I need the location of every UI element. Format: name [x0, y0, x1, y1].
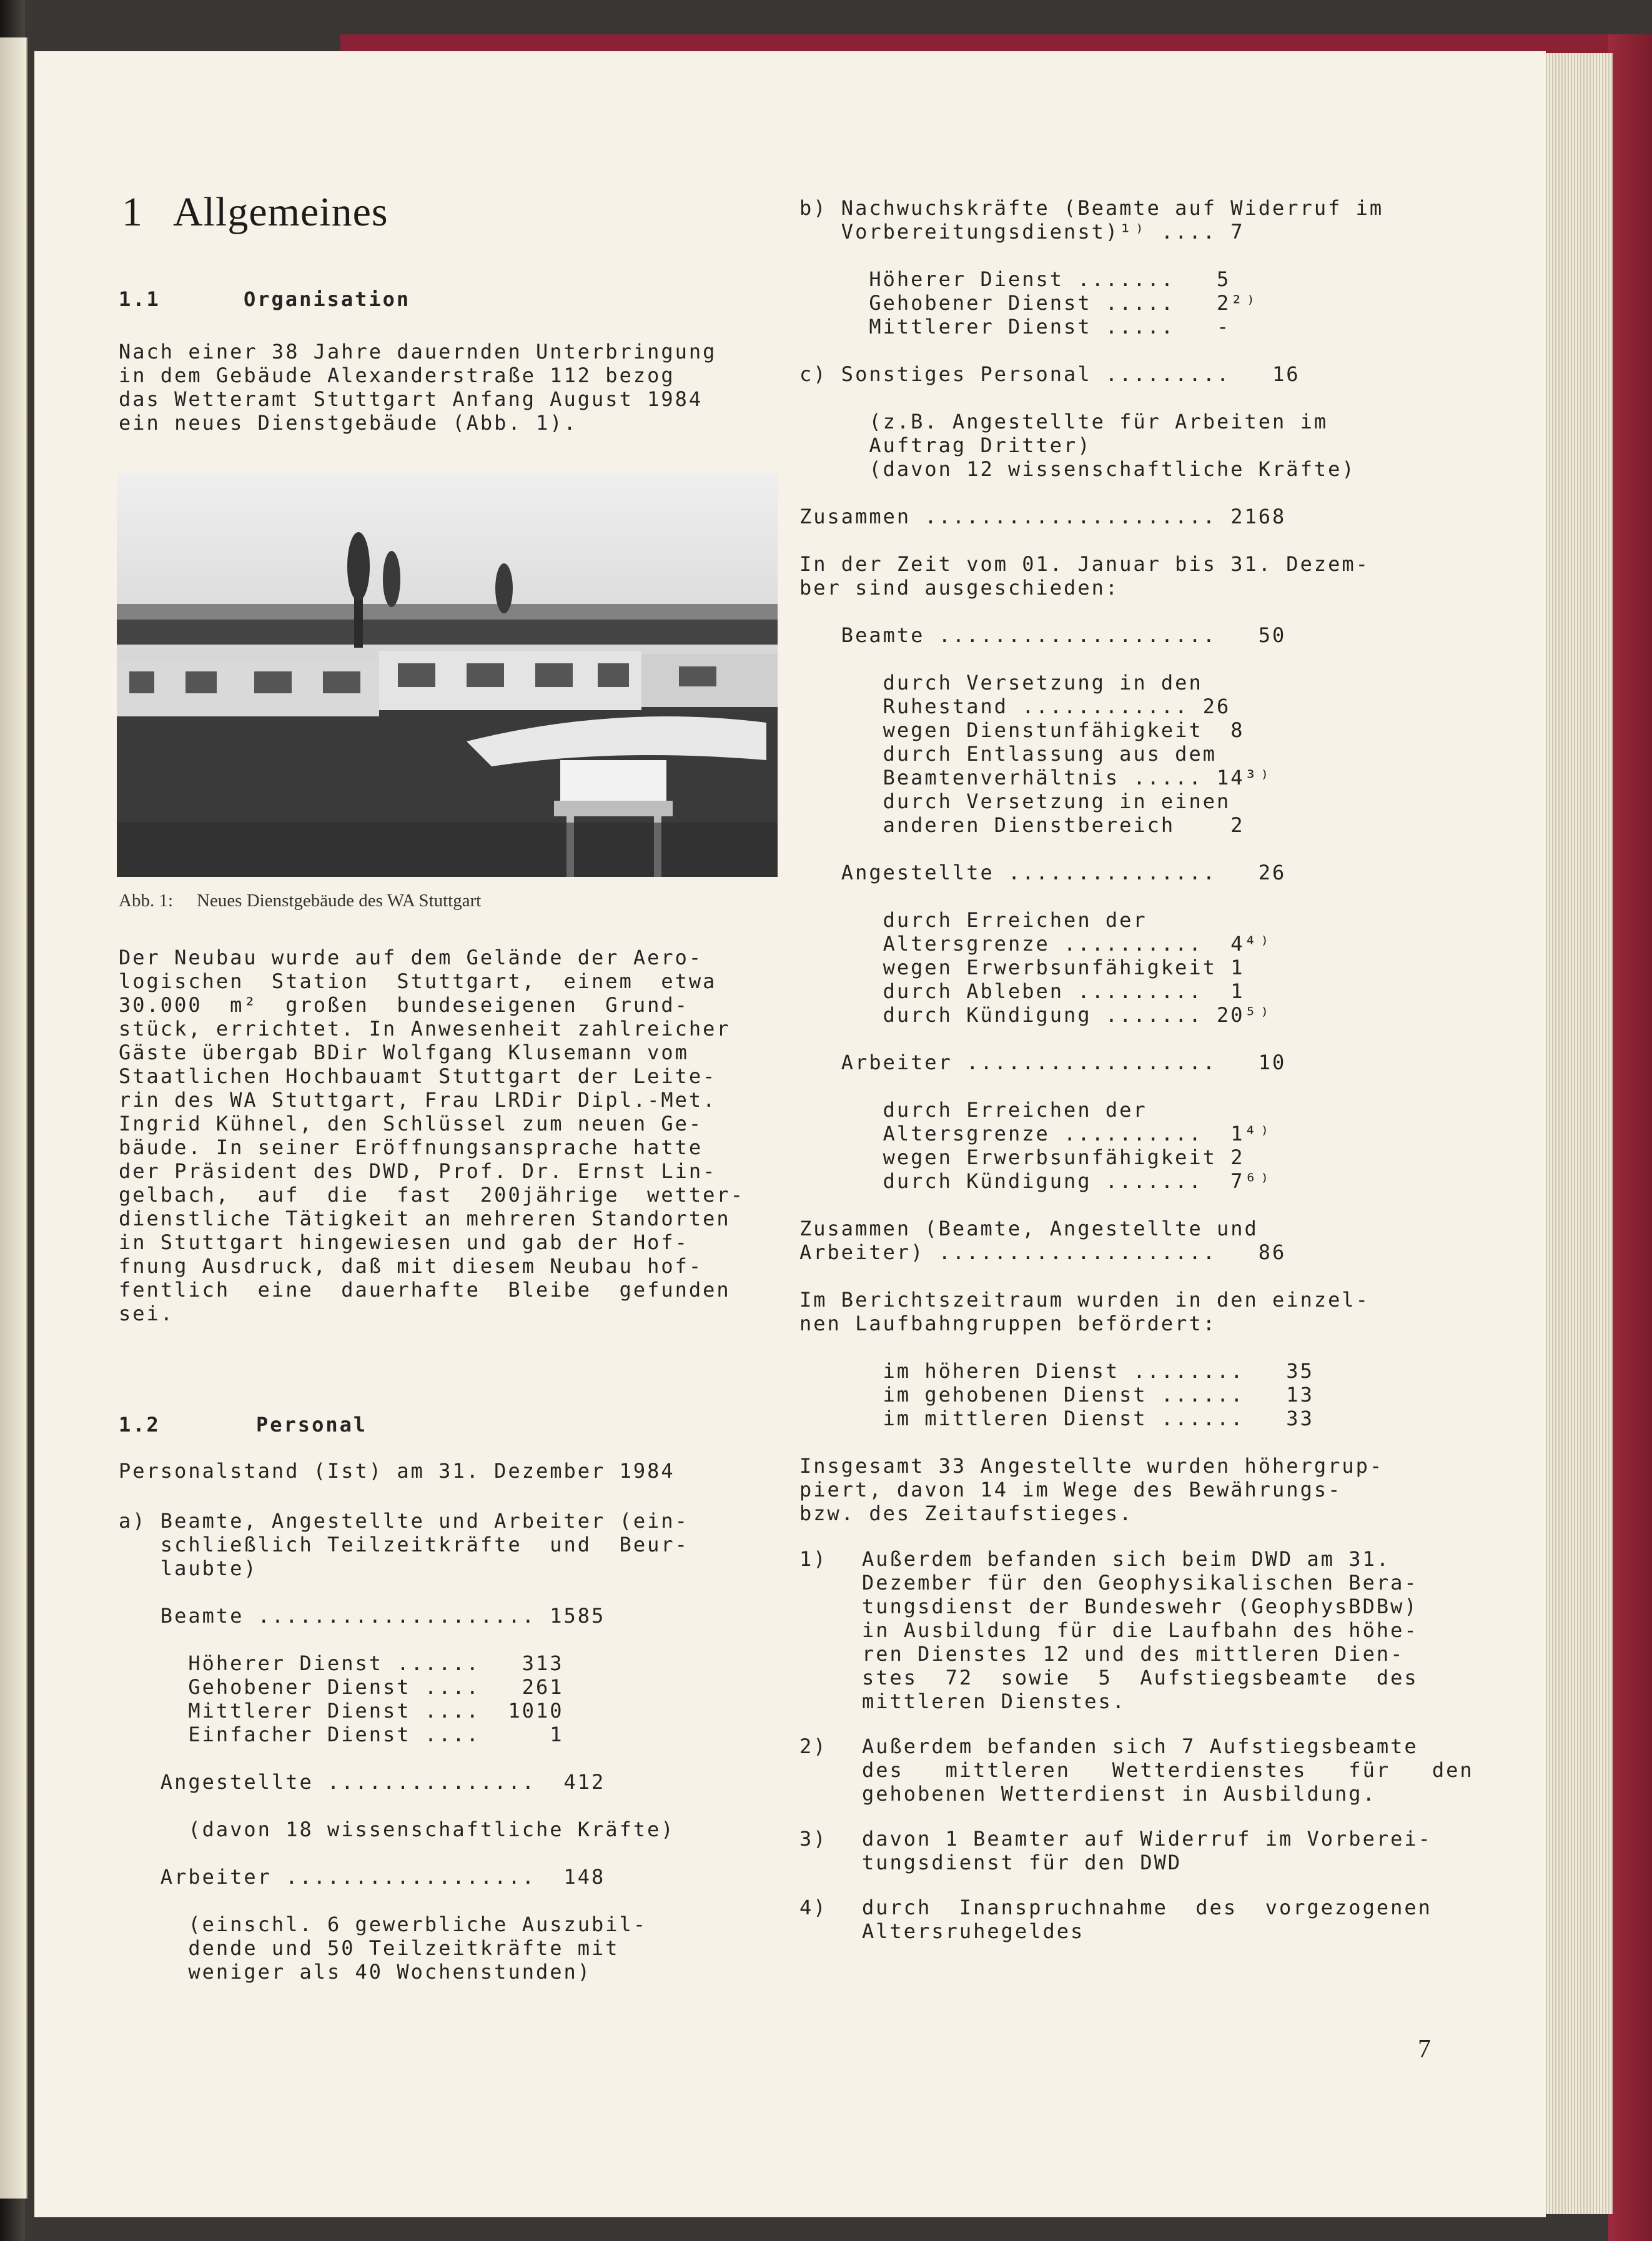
personnel-right-line: [799, 837, 1383, 861]
personnel-line: schließlich Teilzeitkräfte und Beur-: [119, 1533, 689, 1556]
personnel-right-line: [799, 1264, 1383, 1288]
personnel-right-line: Ruhestand ............ 26: [799, 695, 1231, 718]
personnel-line: [119, 1889, 689, 1912]
personnel-line: Beamte .................... 1585: [119, 1604, 606, 1628]
neubau-text-line: gelbach, auf die fast 200jährige wetter-: [119, 1183, 744, 1207]
personnel-right-line: Beamtenverhältnis ..... 14³⁾: [799, 766, 1273, 789]
personnel-line: (einschl. 6 gewerbliche Auszubil-: [119, 1912, 648, 1936]
footnote-line: durch Inanspruchnahme des vorgezogenen: [862, 1896, 1432, 1919]
personnel-line: dende und 50 Teilzeitkräfte mit: [119, 1936, 620, 1960]
personnel-line: (davon 18 wissenschaftliche Kräfte): [119, 1818, 675, 1841]
neubau-text-line: dienstliche Tätigkeit an mehreren Standorten: [119, 1207, 731, 1230]
organisation-text-line: das Wetteramt Stuttgart Anfang August 1984: [119, 387, 703, 411]
personnel-right-line: b) Nachwuchskräfte (Beamte auf Widerruf im: [799, 196, 1384, 220]
building-photo: [117, 473, 778, 877]
personnel-line: [119, 1580, 689, 1604]
page-number: 7: [1418, 2035, 1431, 2064]
footnote-marker: 1): [799, 1547, 828, 1571]
footnote-line: stes 72 sowie 5 Aufstiegsbeamte des: [862, 1666, 1418, 1689]
section-1-1-number: 1.1: [119, 287, 161, 311]
neubau-text-line: 30.000 m² großen bundeseigenen Grund-: [119, 993, 689, 1017]
personnel-line: Einfacher Dienst .... 1: [119, 1723, 564, 1746]
personnel-line: [119, 1628, 689, 1651]
neubau-text-line: der Präsident des DWD, Prof. Dr. Ernst Lin-: [119, 1159, 717, 1183]
personnel-right-line: Im Berichtszeitraum wurden in den einzel-: [799, 1288, 1370, 1312]
personnel-right-line: im höheren Dienst ........ 35: [799, 1359, 1314, 1383]
personnel-right-line: im mittleren Dienst ...... 33: [799, 1407, 1314, 1430]
neubau-text-line: Der Neubau wurde auf dem Gelände der Aero-: [119, 946, 703, 969]
organisation-text-line: in dem Gebäude Alexanderstraße 112 bezog: [119, 364, 675, 387]
personnel-right-line: [799, 1430, 1383, 1454]
organisation-text-line: Nach einer 38 Jahre dauernden Unterbringung: [119, 340, 717, 364]
chapter-number: 1: [122, 189, 143, 235]
figure-caption-label: Abb. 1:: [119, 891, 173, 911]
personnel-right-line: (z.B. Angestellte für Arbeiten im: [799, 410, 1328, 433]
footnote-line: Dezember für den Geophysikalischen Bera-: [862, 1571, 1418, 1595]
chapter-title-text: Allgemeines: [173, 189, 388, 235]
personnel-line: weniger als 40 Wochenstunden): [119, 1960, 592, 1984]
book-cover-right: [1608, 34, 1652, 2241]
footnote-marker: 2): [799, 1734, 828, 1758]
section-1-2-title: Personal: [256, 1413, 368, 1437]
personnel-right-line: [799, 481, 1383, 505]
personnel-right-line: durch Versetzung in den: [799, 671, 1203, 695]
personalstand-line: Personalstand (Ist) am 31. Dezember 1984: [119, 1459, 675, 1483]
footnote-line: mittleren Dienstes.: [862, 1689, 1127, 1713]
footnote-line: Altersruhegeldes: [862, 1919, 1085, 1943]
personnel-right-line: piert, davon 14 im Wege des Bewährungs-: [799, 1478, 1342, 1501]
personnel-right-line: im gehobenen Dienst ...... 13: [799, 1383, 1314, 1407]
page-stack-edge: [1536, 53, 1613, 2214]
neubau-text-line: logischen Station Stuttgart, einem etwa: [119, 969, 717, 993]
personnel-right-line: durch Erreichen der: [799, 1098, 1147, 1122]
footnote-marker: 4): [799, 1896, 828, 1919]
personnel-right-line: ber sind ausgeschieden:: [799, 576, 1120, 600]
neubau-text-line: Ingrid Kühnel, den Schlüssel zum neuen Ge-: [119, 1112, 703, 1135]
section-1-1-title: Organisation: [244, 287, 411, 311]
personnel-right-line: durch Erreichen der: [799, 908, 1147, 932]
neubau-text-line: Gäste übergab BDir Wolfgang Klusemann vom: [119, 1041, 689, 1064]
personnel-right-line: Altersgrenze .......... 1⁴⁾: [799, 1122, 1273, 1145]
personnel-right-line: [799, 528, 1383, 552]
personnel-right-line: wegen Erwerbsunfähigkeit 1: [799, 956, 1245, 979]
personnel-line: laubte): [119, 1556, 258, 1580]
personnel-right-line: Arbeiter) .................... 86: [799, 1240, 1287, 1264]
personnel-right-line: nen Laufbahngruppen befördert:: [799, 1312, 1217, 1335]
personnel-right-line: durch Kündigung ....... 7⁶⁾: [799, 1169, 1273, 1193]
neubau-text-line: fnung Ausdruck, daß mit diesem Neubau hof-: [119, 1254, 703, 1278]
footnote-marker: 3): [799, 1827, 828, 1851]
personnel-right-line: Insgesamt 33 Angestellte wurden höhergrup-: [799, 1454, 1384, 1478]
personnel-line: [119, 1841, 689, 1865]
neubau-text-line: bäude. In seiner Eröffnungsansprache hatte: [119, 1135, 703, 1159]
personnel-line: Arbeiter .................. 148: [119, 1865, 606, 1889]
neubau-text-line: rin des WA Stuttgart, Frau LRDir Dipl.-Met.: [119, 1088, 717, 1112]
personnel-right-line: (davon 12 wissenschaftliche Kräfte): [799, 457, 1356, 481]
personnel-line: Gehobener Dienst .... 261: [119, 1675, 564, 1699]
personnel-right-line: Vorbereitungsdienst)¹⁾ .... 7: [799, 220, 1245, 244]
personnel-right-line: [799, 600, 1383, 623]
personnel-right-line: Angestellte ............... 26: [799, 861, 1287, 884]
footnote-line: davon 1 Beamter auf Widerruf im Vorberei-: [862, 1827, 1432, 1851]
personnel-right-line: Mittlerer Dienst ..... -: [799, 315, 1231, 339]
personnel-right-line: wegen Dienstunfähigkeit 8: [799, 718, 1245, 742]
personnel-right-line: [799, 339, 1383, 362]
footnote-line: gehobenen Wetterdienst in Ausbildung.: [862, 1782, 1377, 1806]
personnel-right-line: Zusammen ..................... 2168: [799, 505, 1287, 528]
neubau-text-line: sei.: [119, 1302, 175, 1325]
personnel-right-column: [799, 196, 1383, 1525]
personnel-right-line: wegen Erwerbsunfähigkeit 2: [799, 1145, 1245, 1169]
personnel-right-line: durch Kündigung ....... 20⁵⁾: [799, 1003, 1273, 1027]
neubau-text-line: in Stuttgart hingewiesen und gab der Hof-: [119, 1230, 689, 1254]
footnote-line: tungsdienst für den DWD: [862, 1851, 1182, 1874]
neubau-paragraph: [119, 946, 744, 1325]
personnel-right-line: [799, 1335, 1383, 1359]
personnel-right-line: durch Versetzung in einen: [799, 789, 1231, 813]
footnote-line: ren Dienstes 12 und des mittleren Dien-: [862, 1642, 1405, 1666]
personnel-right-line: Auftrag Dritter): [799, 433, 1092, 457]
personnel-right-line: [799, 244, 1383, 267]
chapter-title: [122, 189, 388, 236]
footnote-line: Außerdem befanden sich beim DWD am 31.: [862, 1547, 1391, 1571]
section-1-2-number: 1.2: [119, 1413, 161, 1437]
footnote-line: Außerdem befanden sich 7 Aufstiegsbeamte: [862, 1734, 1418, 1758]
neubau-text-line: stück, errichtet. In Anwesenheit zahlreicher: [119, 1017, 731, 1041]
footnote-line: des mittleren Wetterdienstes für den: [862, 1758, 1474, 1782]
personnel-line: [119, 1746, 689, 1770]
figure-caption: [119, 891, 481, 911]
personnel-right-line: Beamte .................... 50: [799, 623, 1287, 647]
personnel-right-line: Gehobener Dienst ..... 2²⁾: [799, 291, 1259, 315]
personnel-right-line: [799, 647, 1383, 671]
personnel-right-line: [799, 1074, 1383, 1098]
organisation-text-line: ein neues Dienstgebäude (Abb. 1).: [119, 411, 578, 435]
personnel-right-line: durch Ableben ......... 1: [799, 979, 1245, 1003]
footnote: [799, 1547, 1486, 1713]
personnel-right-line: [799, 1193, 1383, 1217]
personnel-list-a: [119, 1509, 689, 1984]
personnel-right-line: bzw. des Zeitaufstieges.: [799, 1501, 1134, 1525]
footnotes: [799, 1547, 1486, 1964]
left-page-edge: [0, 37, 27, 2199]
neubau-text-line: Staatlichen Hochbauamt Stuttgart der Leite-: [119, 1064, 717, 1088]
personnel-right-line: [799, 884, 1383, 908]
organisation-paragraph: [119, 340, 716, 435]
footnote: [799, 1734, 1486, 1806]
personnel-right-line: Höherer Dienst ....... 5: [799, 267, 1231, 291]
personnel-right-line: c) Sonstiges Personal ......... 16: [799, 362, 1300, 386]
personnel-right-line: Zusammen (Beamte, Angestellte und: [799, 1217, 1259, 1240]
personnel-right-line: Arbeiter .................. 10: [799, 1051, 1287, 1074]
personnel-right-line: [799, 386, 1383, 410]
personnel-right-line: In der Zeit vom 01. Januar bis 31. Dezem-: [799, 552, 1370, 576]
personnel-line: [119, 1794, 689, 1818]
personnel-right-line: anderen Dienstbereich 2: [799, 813, 1245, 837]
personnel-line: Mittlerer Dienst .... 1010: [119, 1699, 564, 1723]
personnel-line: Angestellte ............... 412: [119, 1770, 606, 1794]
personnel-right-line: Altersgrenze .......... 4⁴⁾: [799, 932, 1273, 956]
footnote: [799, 1896, 1486, 1943]
footnote: [799, 1827, 1486, 1874]
personnel-right-line: [799, 1027, 1383, 1051]
neubau-text-line: fentlich eine dauerhafte Bleibe gefunden: [119, 1278, 731, 1302]
footnote-line: in Ausbildung für die Laufbahn des höhe-: [862, 1618, 1418, 1642]
personnel-right-line: durch Entlassung aus dem: [799, 742, 1217, 766]
figure-caption-text: Neues Dienstgebäude des WA Stuttgart: [197, 891, 482, 911]
footnote-line: tungsdienst der Bundeswehr (GeophysBDBw): [862, 1595, 1418, 1618]
personnel-line: Höherer Dienst ...... 313: [119, 1651, 564, 1675]
document-page: [34, 51, 1546, 2217]
personnel-line: a) Beamte, Angestellte und Arbeiter (ein-: [119, 1509, 689, 1533]
